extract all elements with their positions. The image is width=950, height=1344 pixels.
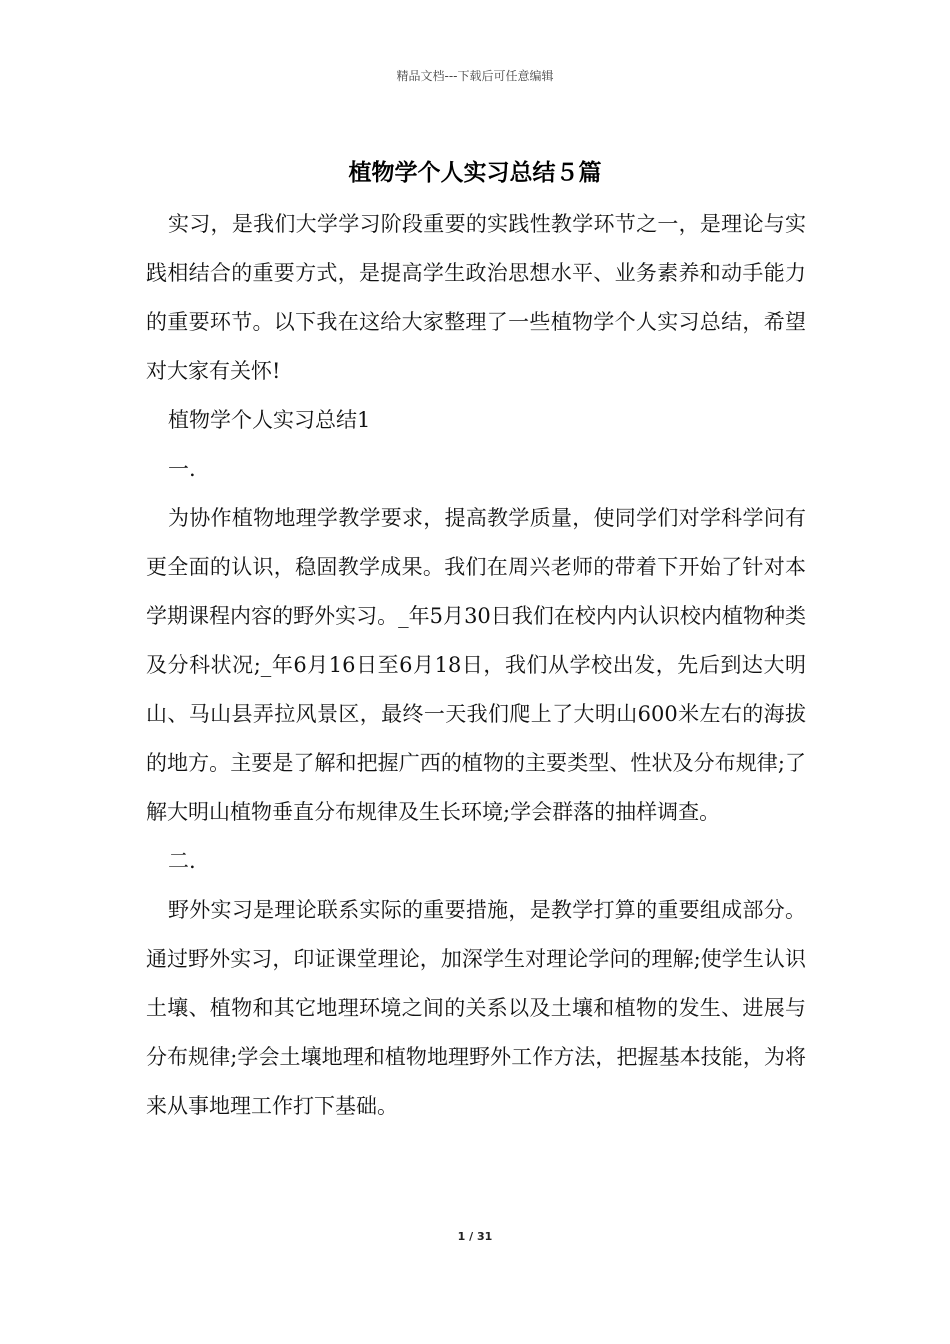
part-one-label: 一. <box>168 457 196 481</box>
page-number: 1 / 31 <box>457 1230 493 1243</box>
part-one-paragraph: 为协作植物地理学教学要求，提高教学质量，使同学们对学科学问有更全面的认识，稳固教学成果。我们在周兴老师的带着下开始了针对本学期课程内容的野外实习。_年5月30日我们在校内内认识校内植物种类及分科状况;_年6月16日至6月18日，我们从学校出发，先后到达大明山、马山县弄拉风景区，最终一天我们爬上了大明山600米左右的海拔的地方。主要是了解和把握广西的植物的主要类型、性状及分布规律;了解大明山植物垂直分布规律及生长环境;学会群落的抽样调查。 <box>146 506 806 824</box>
intro-paragraph: 实习，是我们大学学习阶段重要的实践性教学环节之一，是理论与实践相结合的重要方式，是提高学生政治思想水平、业务素养和动手能力的重要环节。以下我在这给大家整理了一些植物学个人实习总结，希望对大家有关怀! <box>146 212 806 383</box>
part-two-paragraph: 野外实习是理论联系实际的重要措施，是教学打算的重要组成部分。通过野外实习，印证课堂理论，加深学生对理论学问的理解;使学生认识土壤、植物和其它地理环境之间的关系以及土壤和植物的发生、进展与分布规律;学会土壤地理和植物地理野外工作方法，把握基本技能，为将来从事地理工作打下基础。 <box>146 898 806 1118</box>
document-header-note: 精品文档---下载后可任意编辑 <box>396 69 554 83</box>
document-title: 植物学个人实习总结５篇 <box>348 160 602 186</box>
document-body <box>146 200 806 1131</box>
part-two-label: 二. <box>168 849 196 873</box>
section-heading: 植物学个人实习总结1 <box>168 408 371 432</box>
